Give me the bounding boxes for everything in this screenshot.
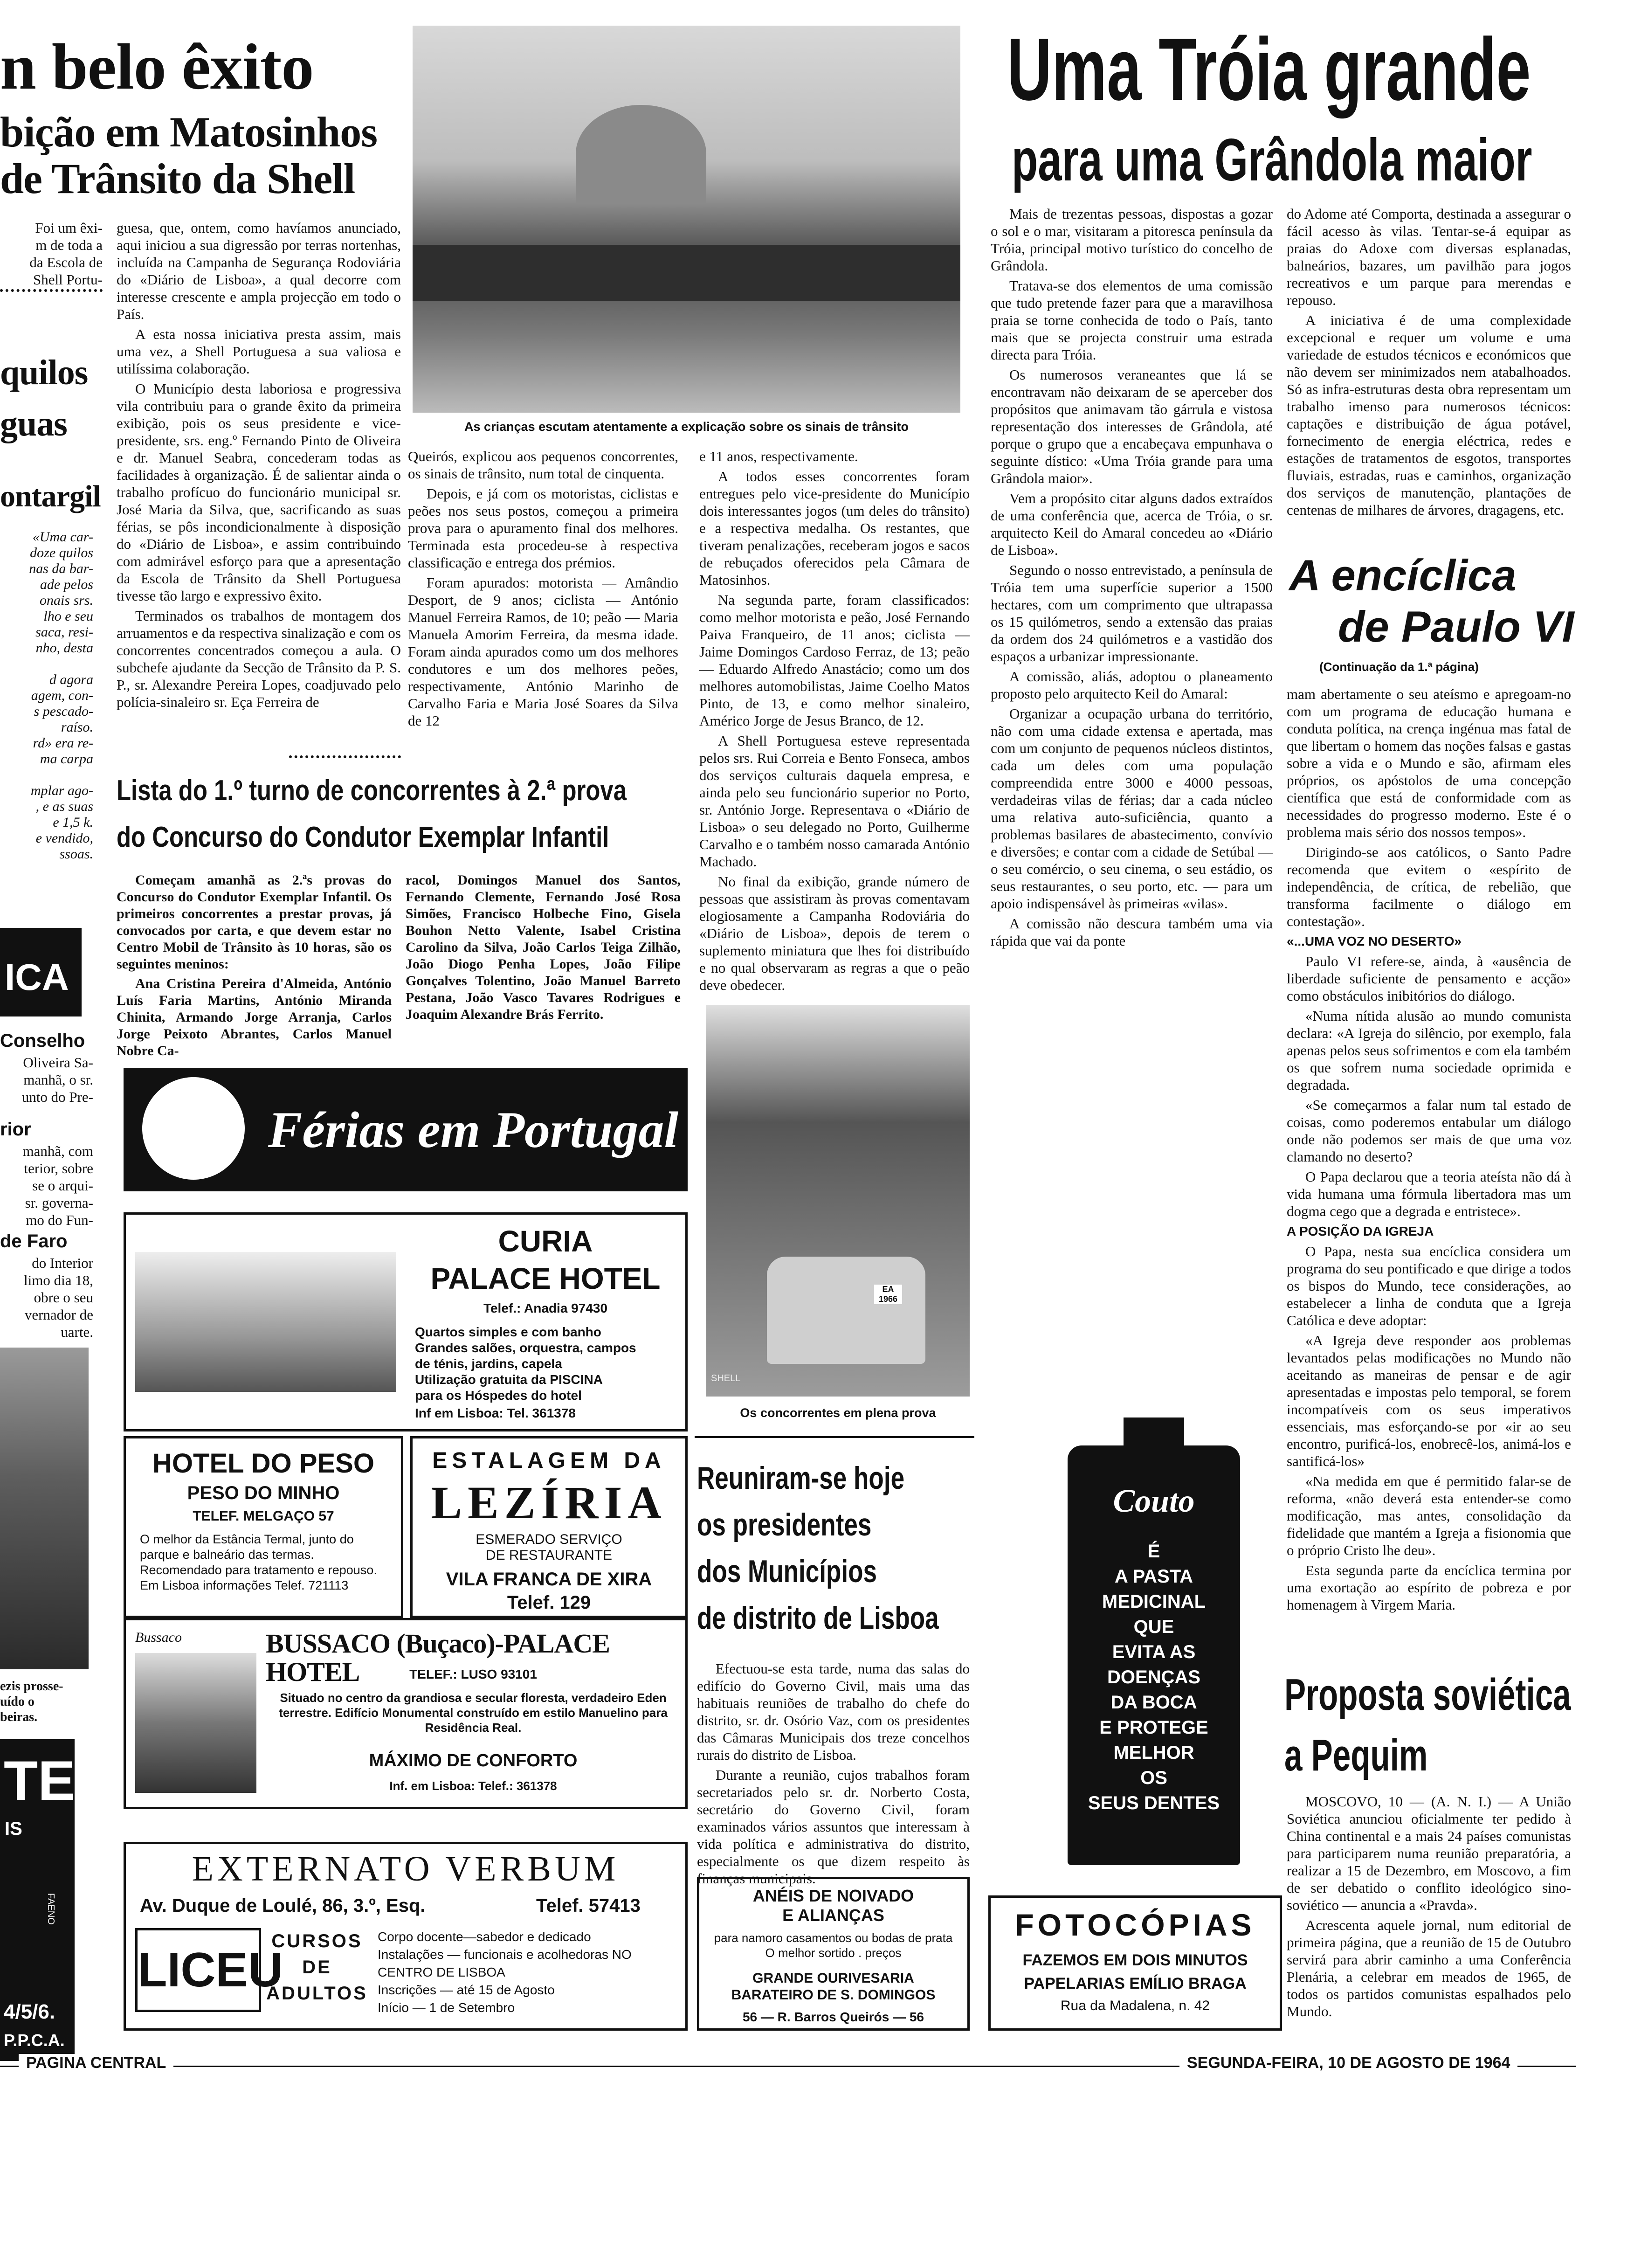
enciclica-p6: O Papa declarou que a teoria ateísta não dá à vida humana uma fórmula libertadora mas um dogma cego que a degrada e entristece». [1287, 1169, 1571, 1219]
couto-cap [1124, 1418, 1184, 1450]
photo-crowd [413, 245, 960, 301]
bussaco-palace-drawing [135, 1653, 256, 1793]
bussaco-small-label: Bussaco [135, 1630, 182, 1645]
left-headline-line1: n belo êxito [0, 31, 314, 103]
enciclica-p5: «Se começarmos a falar num tal estado de coisas, como poderemos entabular um diálogo onde não podemos ser mais de que uma voz clamando no deserto? [1287, 1097, 1571, 1165]
enciclica-sub1: «...UMA VOZ NO DESERTO» [1287, 934, 1462, 948]
faro-head: de Faro [0, 1231, 68, 1252]
enciclica-p2: Dirigindo-se aos católicos, o Santo Padre recomenda que evitem o «espírito de independência, de crítica, de rebelião, que transforma facilmente o diálogo em contestação». [1287, 844, 1571, 929]
enciclica-p10: Esta segunda parte da encíclica termina por uma exortação ao espírito de pobreza e por homenagem à Virgem Maria. [1287, 1562, 1571, 1613]
couto-text: É A PASTA MEDICINAL QUE EVITA AS DOENÇAS DA BOCA E PROTEGE MELHOR OS SEUS DENTES [1088, 1541, 1220, 1813]
lista-title-line2: do Concurso do Condutor Exemplar Infantil [117, 821, 609, 853]
left-sub-ontargil: ontargil [0, 479, 101, 513]
left-ad-box [0, 928, 82, 1016]
ad-sub: IS [5, 1819, 22, 1839]
troia-p2: Tratava-se dos elementos de uma comissão que tudo pretende fazer para que a maravilhosa praia se torne conhecida de todo o País, tanto mais que se projecta construir uma estrada directa para Tróia. [991, 277, 1273, 363]
enciclica-sub2: A POSIÇÃO DA IGREJA [1287, 1224, 1434, 1238]
troia-col1 [991, 205, 1273, 952]
left-photo [0, 1348, 89, 1669]
foto-address: Rua da Madalena, n. 42 [1060, 1998, 1210, 2013]
lista-names-a: Ana Cristina Pereira d'Almeida, António Luís Faria Martins, António Miranda Chinita, Armando Jorge Arranja, Carlos Jorge Peixoto Abrantes, Carlos Manuel Nobre Ca- [117, 976, 392, 1058]
troia-p4: Vem a propósito citar alguns dados extraídos de uma conferência que, acerca de Tróia, o sr. arquitecto Keil do Amaral concedeu ao «Diário de Lisboa». [991, 490, 1273, 558]
shell-col1-p4: Terminados os trabalhos de montagem dos arruamentos e da respectiva sinalização e com os concorrentes concentrados começou a aula. O subchefe ajudante da Secção de Trânsito da P. S. P., sr. Alexandre Pereira Lopes, coadjuvado pelo polícia-sinaleiro sr. Eça Ferreira de [117, 608, 401, 710]
leziria-ad [410, 1436, 688, 1618]
divider [695, 1436, 974, 1438]
peso-ad [124, 1436, 403, 1618]
shell-col3-p3: Na segunda parte, foram classificados: como melhor motorista e peão, José Fernando Paiva Franqueiro, de 11 anos; ciclista — Jaime Domingos Cardoso Ferraz, de 13; peão — Eduardo Alfredo Anastácio; como um dos melhores automobilistas, Jaime Coelho Matos Pinto, de 13, e como melhor sinaleiro, Américo Jorge de Jesus Branco, de 12. [699, 592, 970, 729]
reuniram-p2: Durante a reunião, cujos trabalhos foram secretariados pelo sr. dr. Norberto Costa, secretário do Governo Civil, foram examinados vários assuntos que interessam à vida política e administrativa do distrito, especialmente os que dizem respeito às finanças municipais. [697, 1767, 970, 1887]
photo-mark: SHELL [711, 1373, 741, 1383]
photo-caption-contestants: Os concorrentes em plena prova [740, 1406, 936, 1420]
foto-sub: FAZEMOS EM DOIS MINUTOS [1022, 1951, 1248, 1969]
shell-col3-p1: e 11 anos, respectivamente. [699, 448, 858, 464]
shell-col1-p3: O Município desta laboriosa e progressiva vila contribuiu para o grande êxito da primeira exibição, pois os seus presidente e vice-presidente, srs. eng.º Fernando Pinto de Oliveira e dr. Manuel Seabra, concederam todas as facilidades à organização. É de salientar ainda o trabalho profícuo do funcionário municipal sr. José Maria da Silva, que, sacrificando as suas férias, se pôs incondicionalmente à disposição do «Diário de Lisboa», e assim contribuindo com admirável esforço para que a apresentação da Escola de Trânsito da Shell Portuguesa tivesse tão largo e expressivo êxito. [117, 380, 401, 604]
troia-col2-p2: A iniciativa é de uma complexidade excepcional e requer um volume e uma variedade de estudos técnicos e económicos que não devem ser minimizados nem atabalhoados. Só as infra-estruturas desta obra representam um trabalho imenso para numerosos técnicos: captações e distribuição de água potável, fornecimento de energia eléctrica, redes e estações de tratamentos de esgotos, transportes fluviais, estradas, ruas e caminhos, organização dos serviços de manutenção, plantações de centenas de milhares de árvores, dragagens, etc. [1287, 312, 1571, 518]
enciclica-p9: «Na medida em que é permitido falar-se de reforma, «não deverá esta entender-se como modificação, mas antes, consolidação da fidelidade que mantém a Igreja a fisionomia que o próprio Cristo lhe deu». [1287, 1473, 1571, 1558]
ad-date: 4/5/6. [4, 2000, 55, 2023]
reuniram-body [697, 1660, 970, 1890]
proposta-body [1287, 1793, 1571, 2023]
left-headline-line2: bição em Matosinhos [0, 108, 377, 156]
left-ontargil-text: «Uma car- doze quilos nas da bar- ade pelos onais srs. lho e seu saca, resi- nho, desta d agora agem, con- s pescado- raíso. rd» era re- ma carpa mplar ago- , e as suas e 1,5 k. e vendido, ssoas. [29, 529, 93, 862]
foto-shop: PAPELARIAS EMÍLIO BRAGA [1024, 1975, 1247, 1992]
aneis-title: ANÉIS DE NOIVADO E ALIANÇAS [752, 1886, 914, 1925]
troia-title-line1: Uma Tróia grande [1007, 20, 1531, 119]
leziria-name: LEZÍRIA [431, 1477, 667, 1528]
couto-brand: Couto [1113, 1483, 1195, 1519]
shell-col2-p2: Depois, e já com os motoristas, ciclistas e peões nos seus postos, começou a primeira prova para o apuramento final dos melhores. Terminada esta procedeu-se à respectiva classificação e entrega dos prémios. [408, 485, 678, 571]
troia-col2-p1: do Adome até Comporta, destinada a assegurar o fácil acesso às vilas. Tentar-se-á equipar as praias do Adoxe com diversas esplanadas, balneários, bazares, um pavilhão para jogos recreativos e um parque para merendas e repouso. [1287, 206, 1571, 308]
left-photo-caption: ezis prosse- uído o beiras. [0, 1679, 63, 1724]
sun-icon [142, 1077, 245, 1180]
aneis-address: 56 — R. Barros Queirós — 56 [742, 2010, 924, 2024]
shell-col1-p1: guesa, que, ontem, como havíamos anunciado, aqui iniciou a sua digressão por terras nortenhas, incluída na Campanha de Segurança Rodoviária do «Diário de Lisboa», a qual decorre com interesse crescente e ampla projecção em todo o País. [117, 220, 401, 322]
bussaco-ad [124, 1618, 688, 1809]
left-dark-ad [0, 1739, 75, 2061]
shell-col1 [117, 219, 401, 713]
faro-text: do Interior limo dia 18, obre o seu vernador de uarte. [24, 1255, 93, 1340]
bussaco-lisboa: Inf. em Lisboa: Telef.: 361378 [389, 1779, 557, 1793]
enciclica-p1: mam abertamente o seu ateísmo e apregoam-no com um programa de educação humana e conduta política, na crença ingénua mas fatal de que libertam o homem das noções falsas e gastas sobre a vida e o Mundo e são, afirmam eles próprios, os apóstolos de uma concepção científica que está de conformidade com as necessidades do progresso moderno. Este é o problema mais sério dos nossos tempos». [1287, 686, 1571, 840]
shell-col3-p4: A Shell Portuguesa esteve representada pelos srs. Rui Correia e Bento Fonseca, ambos dos serviços culturais daquela empresa, e ainda pelo seu funcionário superior no Porto, sr. António Jorge. Representava o «Diário de Lisboa» o seu delegado no Porto, Guilherme Carvalho e o também nosso camarada António Machado. [699, 733, 970, 870]
shell-col3 [699, 448, 970, 996]
proposta-title-line1: Proposta soviética [1284, 1670, 1571, 1720]
lista-names-b: racol, Domingos Manuel dos Santos, Fernando Clemente, Fernando José Rosa Simões, Francisco Holbeche Fino, Gisela Bouhon Netto Valente, Isabel Cristina Carolino da Silva, João Carlos Teiga Zilhão, João Diogo Penha Lopes, João Filipe Gonçalves Tolentino, João Manuel Barreto Pestana, João Vasco Tavares Rodrigues e Joaquim Alexandre Brás Ferrito. [406, 872, 681, 1022]
ad-side-text: FAENO [46, 1893, 56, 1925]
bussaco-tel: TELEF.: LUSO 93101 [409, 1667, 537, 1681]
enciclica-body [1287, 685, 1571, 1616]
peso-subtitle: PESO DO MINHO [187, 1483, 340, 1503]
enciclica-title-line2: de Paulo VI [1338, 602, 1574, 651]
lista-col2 [406, 872, 681, 1026]
proposta-p1: MOSCOVO, 10 — (A. N. I.) — A União Soviética anunciou oficialmente ter pedido à China continental e a mais 24 países comunistas para participarem numa reunião preparatória, a realizar a 15 de Dezembro, em Moscovo, a fim de ser debatido o conflito ideológico sino-soviético — anuncia a «Pravda». [1287, 1793, 1571, 1913]
shell-col1-p2: A esta nossa iniciativa presta assim, mais uma vez, a Shell Portuguesa a sua valiosa e utilíssima colaboração. [117, 326, 401, 377]
peso-title: HOTEL DO PESO [152, 1448, 374, 1479]
footer-page-label: PAGINA CENTRAL [19, 2054, 173, 2072]
enciclica-p7: O Papa, nesta sua encíclica considera um programa do seu pontificado e que dirige a todos os bispos do Mundo, tece considerações, ao estabelecer a linha de conduta que a Igreja Católica e deve adoptar: [1287, 1243, 1571, 1328]
leziria-place: VILA FRANCA DE XIRA [446, 1569, 652, 1590]
curia-subtitle: PALACE HOTEL [430, 1262, 661, 1295]
shell-col2-p3: Foram apurados: motorista — Amândio Desport, de 9 anos; ciclista — António Manuel Ferreira Ramos, de 10; peão — Maria Manuela Amorim Ferreira, da mesma idade. Foram ainda apurados como um dos melhores condutores e um dos melhores peões, respectivamente, António Marinho de Carvalho Faria e Maria José Soares da Silva de 12 [408, 574, 678, 729]
curia-body: Quartos simples e com banho Grandes salões, orquestra, campos de ténis, jardins, capela Utilização gratuita da PISCINA para os Hóspedes do hotel [415, 1325, 636, 1403]
footer-date: SEGUNDA-FEIRA, 10 DE AGOSTO DE 1964 [1179, 2054, 1517, 2072]
left-headline-line3: de Trânsito da Shell [0, 155, 355, 202]
interior-text: manhã, com terior, sobre se o arqui- sr. governa- mo do Fun- [22, 1143, 93, 1228]
enciclica-p4: «Numa nítida alusão ao mundo comunista declara: «A Igreja do silêncio, por exemplo, fala apenas pelos seus sofrimentos e com ela também os que sofrem numa sociedade oprimida e degradada. [1287, 1008, 1571, 1093]
leziria-tel: Telef. 129 [507, 1592, 591, 1613]
bussaco-title: BUSSACO (Buçaco)-PALACE HOTEL [266, 1628, 610, 1687]
reuniram-p1: Efectuou-se esta tarde, numa das salas do edifício do Governo Civil, mais uma das habituais reuniões de trabalho do chefe do distrito, sr. dr. Osório Vaz, com os presidentes das Câmaras Municipais dos treze concelhos rurais do distrito de Lisboa. [697, 1660, 970, 1763]
photo-building [576, 105, 706, 203]
fotocopias-ad [988, 1895, 1282, 2031]
enciclica-continuation: (Continuação da 1.ª página) [1319, 660, 1479, 674]
conselho-head: Conselho [0, 1030, 85, 1051]
troia-p3: Os numerosos veraneantes que lá se encontravam não deixaram de se aperceber dos propósitos que animavam tão gárrula e vistosa representação dos interesses de Grândola, até porque o grupo que a encabeçava empunhava o seguinte dístico: «Uma Tróia grande para uma Grândola maior». [991, 366, 1273, 486]
curia-ad [124, 1212, 688, 1431]
enciclica-title-line1: A encíclica [1289, 551, 1517, 600]
troia-p8: A comissão não descura também uma via rápida que vai da ponte [991, 915, 1273, 949]
troia-p7: Organizar a ocupação urbana do território, não com uma cidade extensa e apertada, mas com um conjunto de pequenos núcleos distintos, cada um deles com uma população compreendida entre 3000 e 4000 pessoas, verdadeiras vilas de férias; dar a cada núcleo uma relativa auto-suficiência, quanto a problemas basilares de abastecimento, convívio e diversões; e contar com a cidade de Setúbal — o seu comércio, o seu cinema, o seu estádio, os seus restaurantes, o seu porto, etc. — para um apoio indispensável às primeiras «vilas». [991, 705, 1273, 912]
left-sub-guas: guas [0, 404, 67, 443]
enciclica-p3: Paulo VI refere-se, ainda, à «ausência de liberdade suficiente de pensamento e acção» como obstáculos inibitórios do diálogo. [1287, 953, 1571, 1004]
ad-org: P.P.C.A. [4, 2031, 65, 2050]
peso-body: O melhor da Estância Termal, junto do parque e balneário das termas. Recomendado para tratamento e repouso. Em Lisboa informações Telef. 721113 [140, 1532, 377, 1592]
proposta-title-line2: a Pequim [1284, 1730, 1428, 1780]
photo-caption-children: As crianças escutam atentamente a explicação sobre os sinais de trânsito [464, 420, 909, 434]
photo-contestants [706, 1005, 970, 1397]
verbum-title: EXTERNATO VERBUM [192, 1849, 620, 1888]
shell-col3-p5: No final da exibição, grande número de pessoas que assistiram às provas comentavam elogiosamente a Campanha Rodoviária do «Diário de Lisboa», depois de terem o suplemento miniatura que lhes foi distribuído e no qual observaram as regras a que o peão deve obedecer. [699, 873, 970, 993]
troia-title-line2: para uma Grândola maior [1012, 127, 1532, 194]
curia-tel: Telef.: Anadia 97430 [483, 1301, 608, 1315]
ferias-ad [124, 1068, 688, 1191]
troia-p5: Segundo o nosso entrevistado, a península de Tróia tem uma superfície superior a 1500 hectares, com um comprimento que ultrapassa os 15 quilómetros, sendo a extensão das praias da ordem dos 24 quilómetros e a vastidão dos espaços a urbanizar impressionante. [991, 562, 1273, 664]
verbum-body: Corpo docente—sabedor e dedicado Instalações — funcionais e acolhedoras NO CENTRO DE LISBOA Inscrições — até 15 de Agosto Início — 1 de Setembro [378, 1929, 632, 2015]
leziria-sub: ESMERADO SERVIÇO DE RESTAURANTE [476, 1532, 622, 1563]
troia-p6: A comissão, aliás, adoptou o planeamento proposto pelo arquitecto Keil do Amaral: [991, 668, 1273, 702]
divider [0, 289, 103, 292]
aneis-body: para namoro casamentos ou bodas de prata O melhor sortido . preços [714, 1931, 953, 1960]
bussaco-body: Situado no centro da grandiosa e secular floresta, verdadeiro Eden terrestre. Edifício Monumental construído em estilo Manuelino para Residência Real. [279, 1691, 668, 1735]
shell-col3-p2: A todos esses concorrentes foram entregues pelo vice-presidente do Município dois interessantes jogos (um deles do trânsito) e a respectiva medalha. Os restantes, que tiveram penalizações, receberam jogos e sacos de rebuçados oferecidos pela Câmara de Matosinhos. [699, 468, 970, 588]
photo-toy-car [767, 1257, 925, 1364]
verbum-tel: Telef. 57413 [536, 1895, 641, 1916]
curia-hotel-drawing [135, 1252, 396, 1392]
ica-label: ICA [5, 956, 69, 998]
peso-tel: TELEF. MELGAÇO 57 [193, 1508, 334, 1524]
reuniram-title: Reuniram-se hoje os presidentes dos Municípios de distrito de Lisboa [697, 1460, 939, 1636]
troia-p1: Mais de trezentas pessoas, dispostas a gozar o sol e o mar, visitaram a pitoresca península da Tróia, principal motivo turístico do concelho de Grândola. [991, 206, 1273, 274]
curia-lisboa: Inf em Lisboa: Tel. 361378 [415, 1406, 576, 1420]
foto-title: FOTOCÓPIAS [1015, 1908, 1255, 1942]
shell-col2 [408, 448, 678, 732]
proposta-p2: Acrescenta aquele jornal, num editorial de primeira página, que a reunião de 15 de Outubro servirá para abrir caminho a uma Conferência Plenária, a celebrar em meados de 1965, de todos os partidos comunistas espalhados pelo Mundo. [1287, 1917, 1571, 2019]
interior-head: rior [0, 1119, 31, 1140]
verbum-ad [124, 1842, 688, 2031]
shell-col2-p1: Queirós, explicou aos pequenos concorrentes, os sinais de trânsito, num total de cinquenta. [408, 448, 678, 482]
aneis-ad [697, 1877, 970, 2031]
enciclica-p8: «A Igreja deve responder aos problemas levantados pelas modificações no Mundo não aceitando as maneiras de pensar e de agir apresentadas e impostas pelo temporal, se forem incompatíveis com os seus imperativos essenciais, mas esforçando-se por «ir ao seu encontro, purificá-los, enobrecê-los, animá-los e santificá-los» [1287, 1332, 1571, 1469]
aneis-shop: GRANDE OURIVESARIA BARATEIRO DE S. DOMINGOS [731, 1971, 936, 2003]
lista-col1 [117, 872, 392, 1062]
verbum-liceu: LICEU [135, 1928, 261, 2012]
divider [289, 755, 401, 758]
leziria-top: ESTALAGEM DA [432, 1448, 666, 1473]
left-intro-fragment: Foi um êxi- m de toda a da Escola de Shell Portu- [29, 220, 103, 288]
curia-title: CURIA [498, 1224, 593, 1258]
photo-children-listening [413, 26, 960, 413]
troia-col2 [1287, 205, 1571, 521]
couto-toothpaste-ad [1068, 1445, 1240, 1865]
verbum-cursos: CURSOS DE ADULTOS [266, 1931, 368, 2004]
ad-letters: TE [4, 1749, 76, 1812]
ferias-title: Férias em Portugal [268, 1101, 679, 1158]
conselho-text: Oliveira Sa- manhã, o sr. unto do Pre- [21, 1054, 93, 1105]
photo-plate: EA 1966 [874, 1285, 902, 1304]
left-sub-quilos: quilos [0, 353, 88, 392]
bussaco-conforto: MÁXIMO DE CONFORTO [369, 1751, 578, 1770]
verbum-address: Av. Duque de Loulé, 86, 3.º, Esq. [140, 1895, 426, 1916]
lista-intro: Começam amanhã as 2.ªs provas do Concurso do Condutor Exemplar Infantil. Os primeiros concorrentes a prestar provas, já convocados por carta, e que devem estar no Centro Mobil de Trânsito às 10 horas, são os seguintes meninos: [117, 872, 392, 972]
lista-title-line1: Lista do 1.º turno de concorrentes à 2.ª prova [117, 774, 627, 807]
